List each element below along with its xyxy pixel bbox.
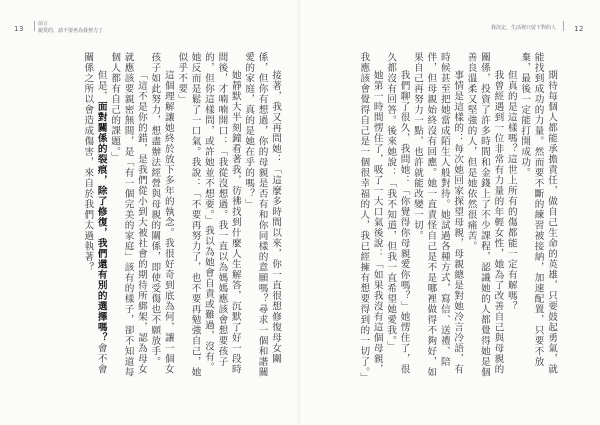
paragraph: 事情是這樣的：每次她回家探望母親，母親總是對她冷言冷語，有時候甚至把她當成陌生人般對待。她試過各種方式，寫信、送禮、陪伴，但母親始終沒有回應。她一直責怪自己是不是哪裡做得不夠好，如果自己再努力一點，也許就能改變一切。 <box>411 52 464 378</box>
page-number-left: 13 <box>14 25 24 33</box>
paragraph: 這個理解讓她終於放下多年的執念。我很好奇到底為何，讓一個女孩子如此努力，想盡辦法經營與母親的關係，即使受傷也不願放手。 <box>149 52 174 375</box>
paragraph: 我曾經遇到一位非常有力量的年輕女性，她為了改善自己與母親的關係，投資了許多時間和金錢上了不少課程，認識她的人都覺得她是個善良溫柔又堅強的人，但是她依然很痛苦。 <box>465 52 504 378</box>
paragraph: 我們聊了很久，我問她：「你覺得你母親愛你嗎？」她愣住了，很久都沒有回答。後來她說：「我不知道，但我一直希望她愛我。」 <box>385 52 410 375</box>
closing-lead: 但是， <box>95 70 107 102</box>
header-divider-right <box>563 21 564 31</box>
paragraph: 但真的是這樣嗎？這世上所有的傷都能一定有解嗎？ <box>505 70 517 312</box>
emphasis-text: 面對關係的裂痕，除了修復，我們還有別的選擇嗎？ <box>95 101 107 344</box>
paragraph <box>81 52 108 380</box>
paragraph: 她第一時間愣住了，吸了一大口氣後說：「如果我沒有這個母親，我應該會覺得自己是一個很幸福的人，我已經擁有想要得到的一切了。」 <box>358 52 383 384</box>
paragraph: 「這不是你的錯，是我們從小到大被社會的期待所綁架，認為母女就應該要親密無間，是「有一個完美的家庭」該有的樣子，卻不知道每個人都有自己的課題。」 <box>109 52 147 378</box>
page-number-right: 12 <box>574 25 584 33</box>
header-title-left: 親愛的，請不要再為我努力了 <box>38 28 104 34</box>
closing-tail: 會不會關係之所以會造成傷害，來自於我們太過執著？ <box>82 52 107 375</box>
header-section-left: 前言 <box>38 21 49 27</box>
left-body-text <box>20 52 282 380</box>
right-page <box>300 0 600 425</box>
paragraph: 她靜默大半刻鐘看著我，彷彿找到什麼人生解答，沉默了好一段時間後，才喃喃開口：「我從沒想過。我一直以為媽媽應該會想要孩子的，但你這樣問，或許她並不想要。」我以為她會自責或難過，沒有。她反而是鬆了一口氣。我說：「不要再努力了，也不要再勉強自己，她似乎不要」 <box>176 52 241 378</box>
header-divider-left <box>34 21 35 31</box>
header-section-right: 我決定，生活裡只留下對的人 <box>490 25 556 31</box>
right-body-text <box>318 52 558 384</box>
paragraph: 期待每個人都能承擔責任，做自己生命的英雄，只要鼓起勇氣，就能找到成功的力量。然而要不斷的練習被接納，加速配置，只要不放棄，最後一定能打開成功。 <box>519 52 557 375</box>
paragraph: 接著，我又再問她：「這麼多時間以來，你一直很想修復母女關係，但你有想過，你的母親是否有和你同樣的意願嗎？尋求一個和諧關愛的家庭，真的是她在乎的嗎？」 <box>243 52 281 378</box>
